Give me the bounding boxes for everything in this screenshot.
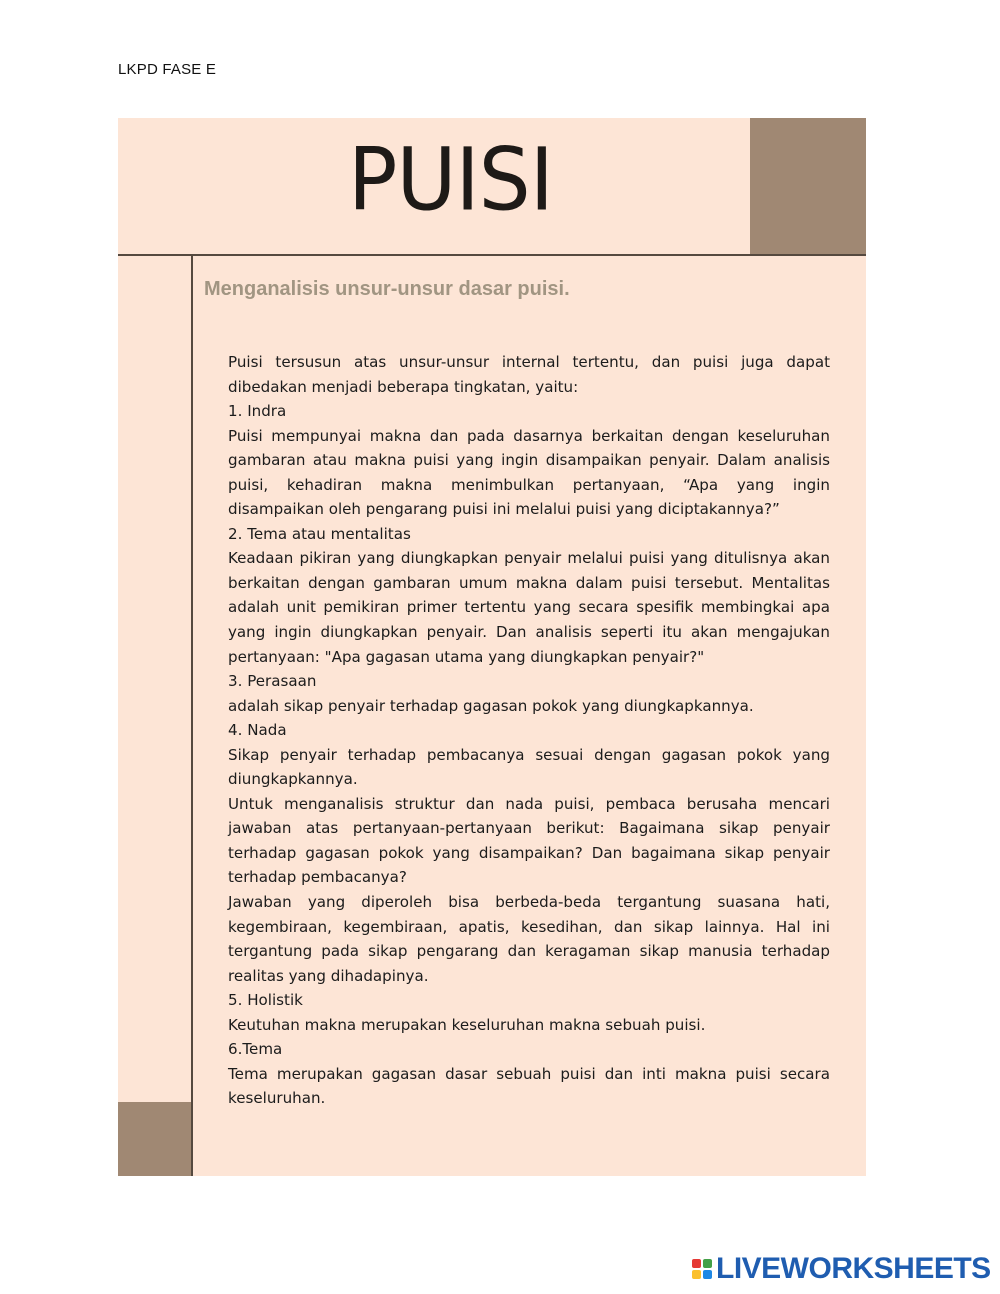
paragraph: Jawaban yang diperoleh bisa berbeda-beda tergantung suasana hati, kegembiraan, kegembiraan, apatis, kesedihan, dan sikap lainnya. Hal ini tergantung pada sikap pengarang dan keragaman sikap manusia terhadap realitas yang dihadapinya. [228, 893, 830, 985]
page-header: LKPD FASE E [118, 61, 217, 78]
list-item-heading: 6.Tema [228, 1040, 283, 1059]
paragraph: Untuk menganalisis struktur dan nada puisi, pembaca berusaha mencari jawaban atas pertanyaan-pertanyaan berikut: Bagaimana sikap penyair terhadap gagasan pokok yang disampaikan? Dan bagaimana sikap penyair terhadap pembacanya? [228, 794, 830, 887]
logo-square-3 [692, 1270, 701, 1279]
logo-square-1 [692, 1259, 701, 1268]
logo-icon [692, 1259, 712, 1279]
logo-text: LIVEWORKSHEETS [716, 1252, 991, 1285]
list-item-heading: 3. Perasaan [228, 672, 317, 691]
paragraph: Tema merupakan gagasan dasar sebuah puisi dan inti makna puisi secara keseluruhan. [228, 1064, 830, 1108]
horizontal-divider [118, 254, 866, 256]
paragraph: Puisi tersusun atas unsur-unsur internal tertentu, dan puisi juga dapat dibedakan menjadi beberapa tingkatan, yaitu: [228, 353, 830, 396]
logo-square-2 [703, 1259, 712, 1268]
worksheet-card [118, 118, 866, 1176]
decorative-block-bottom-left [118, 1102, 191, 1176]
liveworksheets-logo [692, 1254, 991, 1284]
paragraph: Keadaan pikiran yang diungkapkan penyair melalui puisi yang ditulisnya akan berkaitan dengan gambaran umum makna dalam puisi tersebut. Mentalitas adalah unit pemikiran primer tertentu yang secara spesifik membingkai apa yang ingin diungkapkan penyair. Dan analisis seperti itu akan mengajukan pertanyaan: "Apa gagasan utama yang diungkapkan penyair?" [228, 549, 830, 666]
page-title: PUISI [348, 130, 553, 231]
paragraph: Sikap penyair terhadap pembacanya sesuai dengan gagasan pokok yang diungkapkannya. [228, 745, 830, 789]
paragraph: Keutuhan makna merupakan keseluruhan makna sebuah puisi. [228, 1015, 706, 1034]
paragraph: adalah sikap penyair terhadap gagasan pokok yang diungkapkannya. [228, 696, 754, 715]
list-item-heading: 2. Tema atau mentalitas [228, 524, 411, 543]
list-item-heading: 1. Indra [228, 402, 287, 421]
section-subtitle: Menganalisis unsur-unsur dasar puisi. [204, 278, 570, 300]
list-item-heading: 4. Nada [228, 721, 287, 740]
decorative-block-top-right [750, 118, 866, 254]
list-item-heading: 5. Holistik [228, 991, 303, 1010]
vertical-divider [191, 255, 193, 1176]
paragraph: Puisi mempunyai makna dan pada dasarnya berkaitan dengan keseluruhan gambaran atau makna puisi yang ingin disampaikan penyair. Dalam analisis puisi, kehadiran makna menimbulkan pertanyaan, “Apa yang ingin disampaikan oleh pengarang puisi ini melalui puisi yang diciptakannya?” [228, 426, 830, 519]
logo-square-4 [703, 1270, 712, 1279]
body-content [228, 350, 830, 1111]
